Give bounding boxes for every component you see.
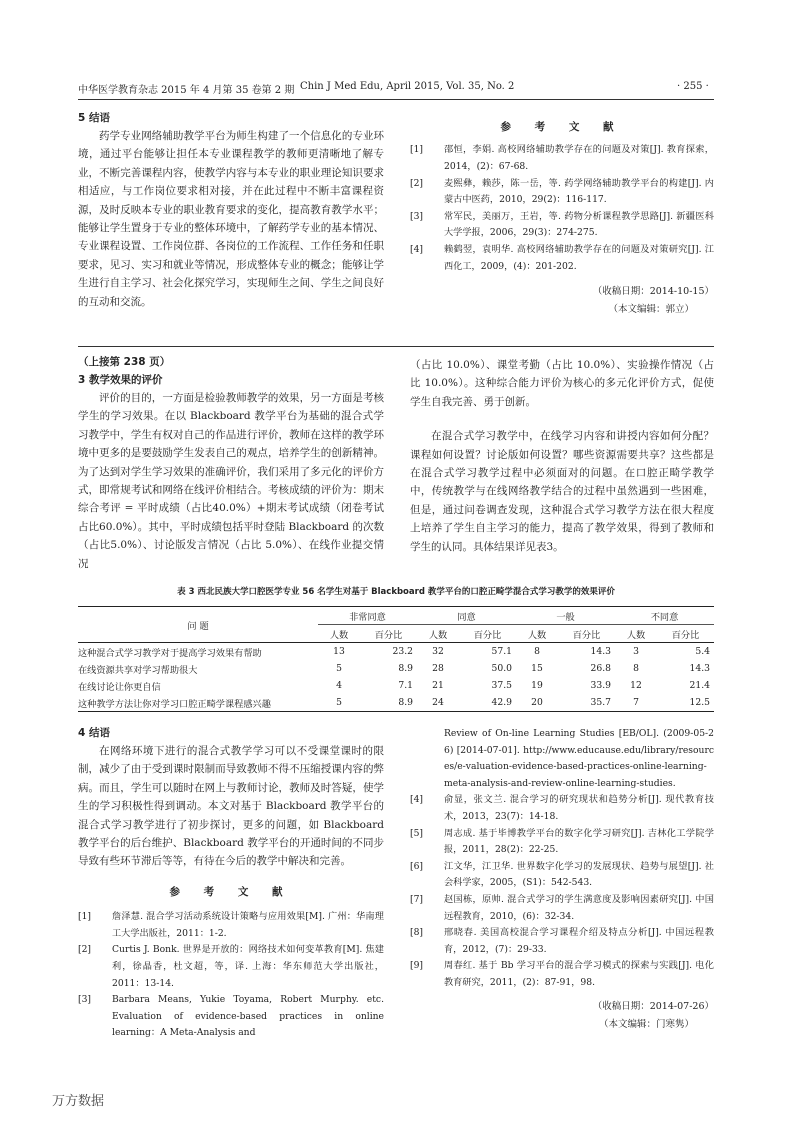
bottom-left-column: [78, 724, 384, 1042]
watermark: 万方数据: [52, 1094, 105, 1109]
table-row: [78, 643, 714, 661]
count-cell: 15: [531, 663, 543, 674]
section-heading: 3 教学效果的评价: [78, 374, 163, 386]
row-question: 这种混合式学习教学对于提高学习效果有帮助: [78, 647, 262, 659]
sub-header: 百分比: [671, 629, 700, 641]
reference-continued: Review of On-line Learning Studies [EB/OL]. (2009-05-26) [2014-07-01]. http://www.educause.edu/library/resources/e-valuation-evidence-based-practices-online-learning-meta-analysis-and-review-online-learning-studies.: [444, 728, 714, 789]
evaluation-paragraph: 评价的目的，一方面是检验教师教学的效果，另一方面是考核学生的学习效果。在以 Blackboard 教学平台为基础的混合式学习教学中，学生有权对自己的作品进行评价，教师在这样的教学环境中更多的是要鼓励学生发表自己的观点，培养学生的创新精神。为了达到对学生学习效果的准确评价，我们采用了多元化的评价方式，即常规考试和网络在线评价相结合。考核成绩的评价为：期末综合考评 = 平时成绩（占比40.0%）+期末考试成绩（闭卷考试占比60.0%）。其中，平时成绩包括平时登陆 Blackboard 的次数（占比5.0%）、讨论版发言情况（占比 5.0%）、在线作业提交情况: [78, 392, 384, 570]
table-row: [78, 694, 714, 711]
count-cell: 4: [336, 680, 342, 691]
percent-cell: 57.1: [491, 646, 512, 657]
blended-paragraph: 在混合式学习教学中，在线学习内容和讲授内容如何分配？课程如何设置？讨论版如何设置？哪些资源需要共享？这些都是在混合式学习教学过程中必须面对的问题。在口腔正畸学教学中，传统教学与在线网络教学结合的过程中虽然遇到一些困难，但是，通过问卷调查发现，这种混合式学习教学方法在很大程度上培养了学生自主学习的能力，提高了教学效果，得到了教师和学生的认同。具体结果详见表3。: [410, 430, 714, 553]
section-divider: [78, 346, 714, 347]
percent-cell: 50.0: [491, 663, 512, 674]
percent-cell: 42.9: [491, 697, 512, 708]
continued-note: （上接第 238 页）: [78, 356, 171, 368]
sub-header: 人数: [329, 629, 349, 641]
reference-item: [8] 邢晓春. 美国高校混合学习课程介绍及特点分析[J]. 中国远程教育，2012，(7)：29-33.: [410, 927, 714, 955]
header-rule: [78, 99, 714, 100]
row-question: 在线资源共享对学习帮助很大: [78, 664, 198, 676]
top-right-column: [410, 118, 714, 319]
percent-cell: 8.9: [398, 697, 413, 708]
count-cell: 32: [432, 646, 444, 657]
count-cell: 13: [333, 646, 345, 657]
sub-header: 百分比: [572, 629, 601, 641]
reference-item: [5] 周志成. 基于毕博教学平台的数字化学习研究[J]. 吉林化工学院学报，2011，28(2)：22-25.: [410, 827, 714, 856]
reference-item: [4] 俞显，张文兰. 混合学习的研究现状和趋势分析[J]. 现代教育技术，2013，23(7)：14-18.: [410, 794, 714, 822]
reference-item: [3] Barbara Means, Yukie Toyama, Robert Murphy. etc. Evaluation of evidence-based practices in online learning：A Meta-Analysis and: [78, 994, 384, 1039]
percent-cell: 37.5: [491, 680, 512, 691]
percent-cell: 23.2: [392, 646, 413, 657]
reference-item: [1] 邵恒，李娟. 高校网络辅助教学存在的问题及对策[J]. 教育探索，2014，(2)：67-68.: [410, 144, 714, 172]
reference-item: [9] 周春红. 基于 Bb 学习平台的混合学习模式的探索与实践[J]. 电化教育研究，2011，(2)：87-91，98.: [410, 960, 714, 988]
count-cell: 12: [630, 680, 642, 691]
reference-item: [7] 赵国栋，原帅. 混合式学习的学生满意度及影响因素研究[J]. 中国远程教育，2010，(6)：32-34.: [410, 893, 714, 922]
bottom-right-column: [410, 726, 714, 1034]
references-title: 参 考 文 献: [500, 121, 624, 133]
count-cell: 8: [633, 663, 639, 674]
sub-header: 人数: [428, 629, 448, 641]
mid-right-column: [410, 356, 714, 556]
count-cell: 21: [432, 680, 444, 691]
percent-cell: 21.4: [689, 680, 710, 691]
section-heading: 4 结语: [78, 727, 110, 739]
received-date: （收稿日期：2014-07-26）: [592, 1000, 714, 1012]
count-cell: 20: [531, 697, 543, 708]
percent-cell: 33.9: [590, 680, 611, 691]
reference-item: [2] 麦熙彝，赖莎，陈一岳，等. 药学网络辅助教学平台的构建[J]. 内蒙古中医药，2010，29(2)：116-117.: [410, 177, 714, 206]
sub-header: 人数: [527, 629, 547, 641]
count-cell: 5: [336, 697, 342, 708]
count-cell: 8: [534, 646, 540, 657]
percent-cell: 12.5: [689, 697, 710, 708]
reference-item: [3] 常军民，美丽万，王岩，等. 药物分析课程教学思路[J]. 新疆医科大学学报，2006，29(3)：274-275.: [410, 210, 714, 239]
count-cell: 3: [633, 646, 639, 657]
count-cell: 28: [432, 663, 444, 674]
percent-cell: 26.8: [590, 663, 611, 674]
table-caption: 表 3 西北民族大学口腔医学专业 56 名学生对基于 Blackboard 教学平台的口腔正畸学混合式学习教学的效果评价: [177, 587, 615, 597]
row-question: 在线讨论让你更自信: [78, 681, 161, 693]
top-left-column: [78, 109, 384, 311]
group-header: 不同意: [615, 607, 714, 625]
row-question: 这种教学方法让你对学习口腔正畸学课程感兴趣: [78, 698, 271, 710]
count-cell: 5: [336, 663, 342, 674]
reference-item: [4] 赖鹤翌，袁明华. 高校网络辅助教学存在的问题及对策研究[J]. 江西化工，2009，(4)：201-202.: [410, 243, 714, 272]
received-date: （收稿日期：2014-10-15）: [592, 286, 714, 298]
group-header: 非常同意: [318, 607, 417, 625]
count-cell: 7: [633, 697, 639, 708]
journal-header-center: Chin J Med Edu, April 2015, Vol. 35, No. 2: [300, 81, 515, 92]
percent-cell: 8.9: [398, 663, 413, 674]
percent-cell: 5.4: [695, 646, 710, 657]
count-cell: 24: [432, 697, 444, 708]
sub-header: 人数: [626, 629, 646, 641]
mid-left-column: [78, 353, 384, 573]
percent-cell: 35.7: [590, 697, 611, 708]
conclusion-paragraph: 在网络环境下进行的混合式教学学习可以不受课堂课时的限制，减少了由于受到课时限制而导致教师不得不压缩授课内容的弊病。而且，学生可以随时在网上与教师讨论，教师及时答疑，使学生的学习积极性得到调动。本文对基于 Blackboard 教学平台的混合式学习教学进行了初步探讨，更多的问题，如 Blackboard 教学平台的后台维护、Blackboard 教学平台的开通时间的不同步导致有些环节滞后等等，有待在今后的教学中解决和完善。: [78, 745, 384, 868]
percent-cell: 7.1: [398, 680, 413, 691]
group-header: 同意: [417, 607, 516, 625]
question-header: 问 题: [78, 607, 318, 643]
reference-item: [2] Curtis J. Bonk. 世界是开放的：网络技术如何变革教育[M]. 焦建利，徐晶香，杜文超，等，译. 上海：华东师范大学出版社，2011：13-14.: [78, 944, 384, 989]
table-row: [78, 660, 714, 677]
journal-header-left: 中华医学教育杂志 2015 年 4 月第 35 卷第 2 期: [78, 85, 295, 96]
evaluation-paragraph-cont: （占比 10.0%）、课堂考勤（占比 10.0%）、实验操作情况（占比 10.0%）。这种综合能力评价为核心的多元化评价方式，促使学生自我完善、勇于创新。: [410, 359, 714, 408]
references-title: 参 考 文 献: [169, 885, 293, 898]
table-row: [78, 677, 714, 694]
percent-cell: 14.3: [590, 646, 611, 657]
conclusion-paragraph: 药学专业网络辅助教学平台为师生构建了一个信息化的专业环境，通过平台能够让担任本专业课程教学的教师更清晰地了解专业，不断完善课程内容，使教学内容与本专业的职业理论知识要求相适应，与工作岗位要求相对接，并在此过程中不断丰富课程资源，及时反映本专业的职业教育要求的变化，提高教育教学水平；能够让学生置身于专业的整体环境中，了解药学专业的基本情况、专业课程设置、工作岗位群、各岗位的工作流程、工作任务和任职要求，见习、实习和就业等情况，形成整体专业的概念；能够让学生进行自主学习、社会化探究学习，实现师生之间、学生之间良好的互动和交流。: [78, 130, 384, 308]
sub-header: 百分比: [473, 629, 502, 641]
results-table: [78, 606, 714, 712]
sub-header: 百分比: [374, 629, 403, 641]
editor-note: （本文编辑：郭立）: [608, 304, 694, 316]
percent-cell: 14.3: [689, 663, 710, 674]
editor-note: （本文编辑：门寒隽）: [598, 1018, 694, 1030]
reference-item: [6] 江文华，江卫华. 世界数字化学习的发展现状、趋势与展望[J]. 社会科学家，2005，(S1)：542-543.: [410, 860, 714, 889]
count-cell: 19: [531, 680, 543, 691]
group-header: 一般: [516, 607, 615, 625]
section-heading: 5 结语: [78, 112, 110, 124]
page-number: · 255 ·: [677, 81, 709, 92]
reference-item: [1] 詹泽慧. 混合学习活动系统设计策略与应用效果[M]. 广州：华南理工大学出版社，2011：1-2.: [78, 911, 384, 939]
